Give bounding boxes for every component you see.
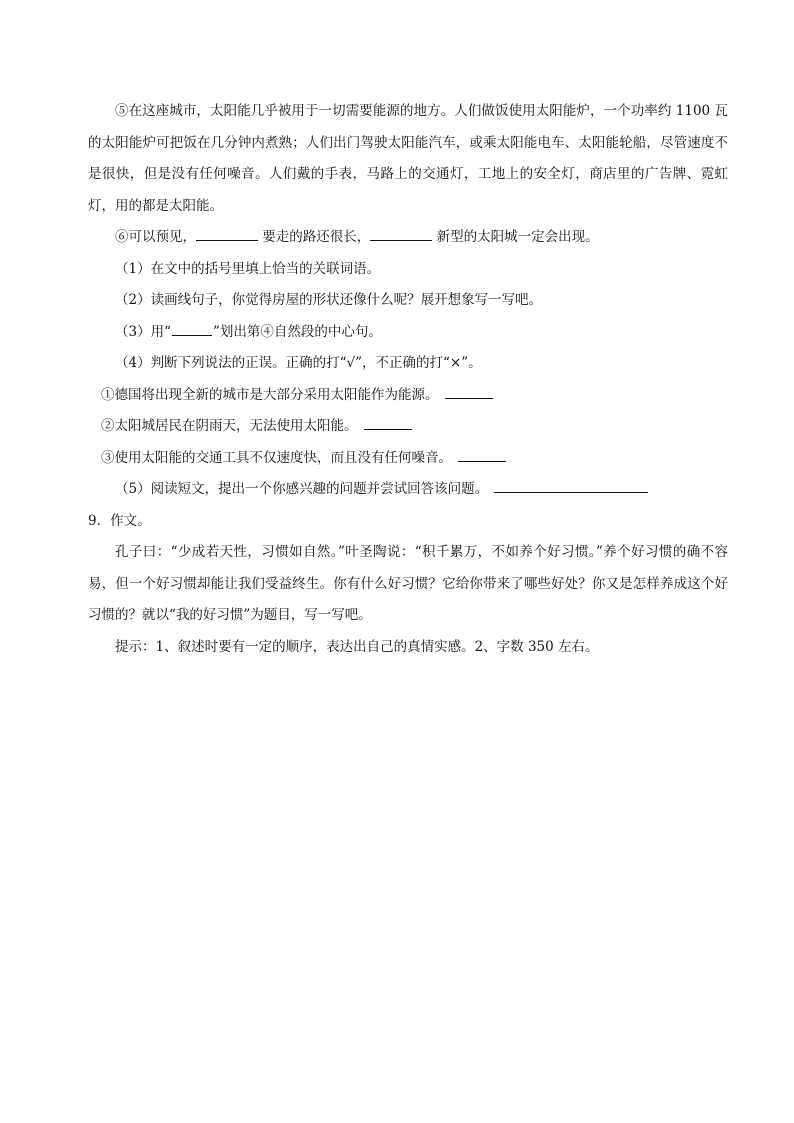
paragraph-6-middle: 要走的路还很长， bbox=[258, 229, 371, 245]
question-1: （1）在文中的括号里填上恰当的关联词语。 bbox=[115, 260, 381, 277]
question-5 bbox=[88, 474, 728, 506]
judgement-item-1-text: ①德国将出现全新的城市是大部分采用太阳能作为能源。 bbox=[101, 386, 439, 403]
passage-paragraph-6 bbox=[88, 222, 728, 254]
question-5-text: （5）阅读短文，提出一个你感兴趣的问题并尝试回答该问题。 bbox=[115, 481, 489, 497]
question-5-answer-blank[interactable] bbox=[494, 478, 648, 493]
question-4: （4）判断下列说法的正误。正确的打“√”，不正确的打“×”。 bbox=[115, 355, 482, 371]
judgement-item-2-text: ②太阳城居民在阴雨天，无法使用太阳能。 bbox=[101, 418, 358, 434]
question-3-start: （3）用“ bbox=[115, 323, 171, 340]
conjunction-blank-1[interactable] bbox=[196, 226, 258, 241]
judgement-item-2 bbox=[88, 411, 728, 443]
judgement-answer-blank-1[interactable] bbox=[445, 384, 493, 399]
question-3-end: ”划出第④自然段的中心句。 bbox=[213, 323, 382, 340]
essay-prompt: 孔子曰：“少成若天性，习惯如自然。”叶圣陶说：“积千累万，不如养个好习惯。”养个好习惯的确不容易，但一个好习惯却能让我们受益终生。你有什么好习惯？它给你带来了哪些好处？你又是怎样养成这个好习惯的？就以“我的好习惯”为题目，写一写吧。 bbox=[88, 544, 728, 623]
essay-tip: 提示：1、叙述时要有一定的顺序，表达出自己的真情实感。2、字数 350 左右。 bbox=[115, 638, 599, 655]
judgement-item-3 bbox=[88, 443, 728, 475]
conjunction-blank-2[interactable] bbox=[370, 226, 432, 241]
judgement-answer-blank-3[interactable] bbox=[458, 447, 506, 462]
paragraph-6-start: ⑥可以预见， bbox=[115, 229, 196, 245]
judgement-answer-blank-2[interactable] bbox=[364, 415, 412, 430]
judgement-item-3-text: ③使用太阳能的交通工具不仅速度快，而且没有任何噪音。 bbox=[101, 449, 452, 466]
underline-mark-blank bbox=[172, 321, 212, 336]
question-3 bbox=[88, 317, 728, 349]
judgement-item-1 bbox=[88, 380, 728, 412]
essay-heading: 9．作文。 bbox=[88, 512, 151, 529]
passage-paragraph-5: ⑤在这座城市，太阳能几乎被用于一切需要能源的地方。人们做饭使用太阳能炉，一个功率约 1100 瓦的太阳能炉可把饭在几分钟内煮熟；人们出门驾驶太阳能汽车，或乘太阳能电车、太阳能轮船，尽管速度不是很快，但是没有任何噪音。人们戴的手表，马路上的交通灯，工地上的安全灯，商店里的广告牌、霓虹灯，用的都是太阳能。 bbox=[88, 103, 728, 214]
document-page bbox=[88, 96, 728, 663]
paragraph-6-end: 新型的太阳城一定会出现。 bbox=[432, 229, 599, 245]
question-2: （2）读画线句子，你觉得房屋的形状还像什么呢？展开想象写一写吧。 bbox=[115, 292, 543, 308]
